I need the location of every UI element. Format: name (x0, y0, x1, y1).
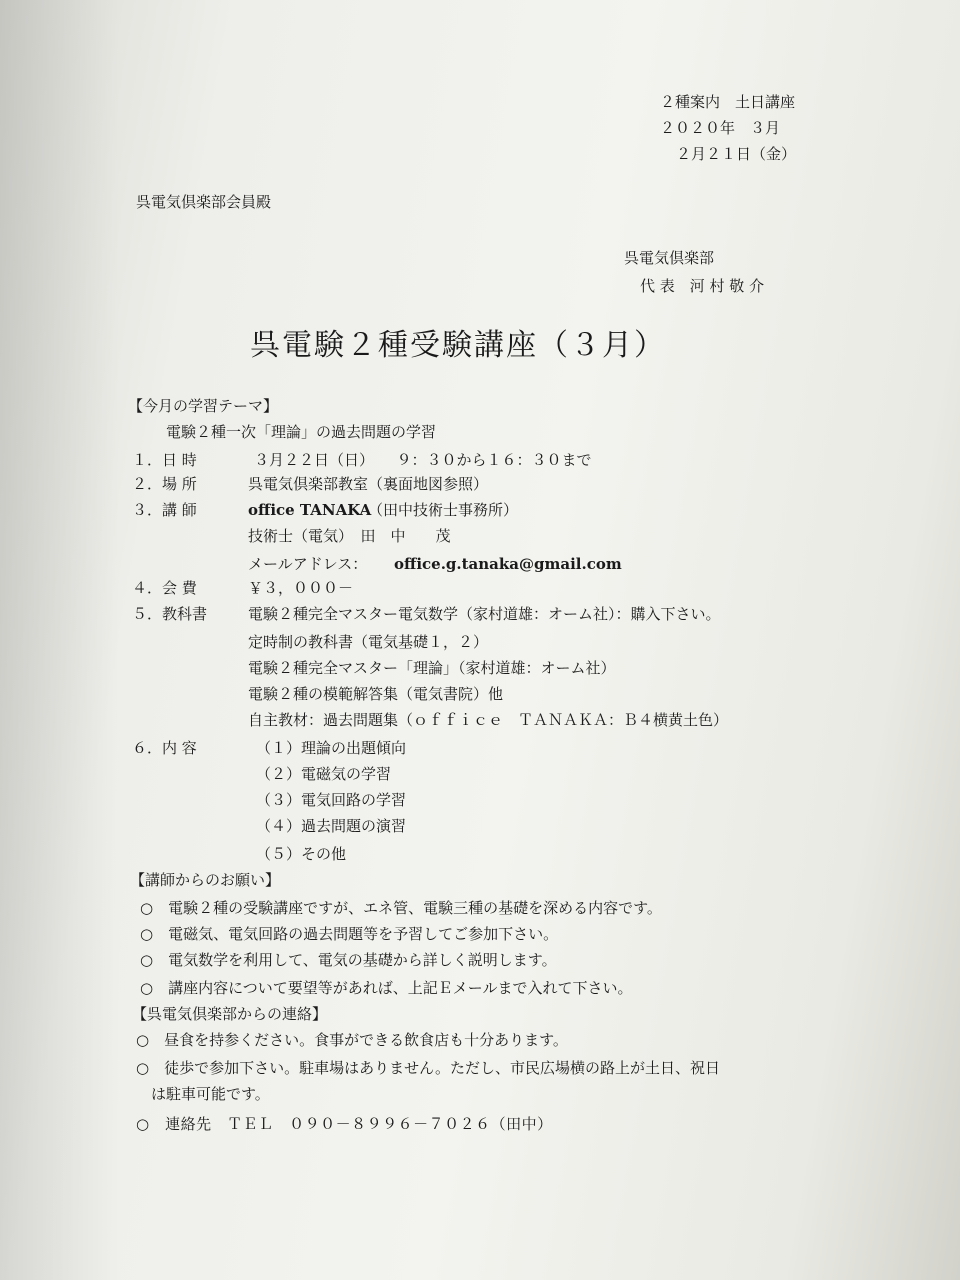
lecturer-title: 技術士（電気） 田 中 茂 (248, 527, 451, 545)
date-value: ３月２２日（日） ９：３０から１６：３０まで (254, 451, 592, 469)
club-contact: ○ 連絡先 ＴＥＬ ０９０－８９９６－７０２６（田中） (136, 1115, 553, 1133)
header-month: ２０２０年 ３月 (660, 119, 781, 137)
books-label: ５．教科書 (132, 605, 208, 623)
book-item: 定時制の教科書（電気基礎１，２） (248, 633, 489, 651)
lecturer-office: office TANAKA (248, 501, 372, 519)
fee-value: ￥３，０００－ (248, 579, 354, 597)
content-item: （２）電磁気の学習 (256, 765, 392, 783)
club-item: は駐車可能です。 (136, 1085, 270, 1103)
content-item: （４）過去問題の演習 (256, 817, 407, 835)
request-heading: 【講師からのお願い】 (130, 871, 281, 889)
request-item: ○ 講座内容について要望等があれば、上記Ｅメールまで入れて下さい。 (140, 979, 633, 997)
request-item: ○ 電気数学を利用して、電気の基礎から詳しく説明します。 (140, 951, 557, 969)
header-category: ２種案内 土日講座 (660, 93, 796, 111)
place-label: ２．場 所 (132, 475, 197, 493)
theme-heading: 【今月の学習テーマ】 (128, 397, 279, 415)
book-item: 電験２種完全マスター電気数学（家村道雄：オーム社）：購入下さい。 (248, 605, 721, 623)
lecturer-mail[interactable]: office.g.tanaka@gmail.com (394, 555, 622, 573)
content-item: （３）電気回路の学習 (256, 791, 407, 809)
club-item: ○ 昼食を持参ください。食事ができる飲食店も十分あります。 (136, 1031, 568, 1049)
date-label: １．日 時 (132, 451, 197, 469)
content-item: （５）その他 (256, 845, 347, 863)
lecturer-office-note: （田中技術士事務所） (368, 501, 519, 519)
header-date: ２月２１日（金） (676, 145, 797, 163)
addressee: 呉電気倶楽部会員殿 (136, 193, 272, 211)
sender-org: 呉電気倶楽部 (624, 249, 715, 267)
page-shadow (0, 0, 120, 1280)
lecturer-label: ３．講 師 (132, 501, 197, 519)
request-item: ○ 電磁気、電気回路の過去問題等を予習してご参加下さい。 (140, 925, 559, 943)
fee-label: ４．会 費 (132, 579, 197, 597)
request-item: ○ 電験２種の受験講座ですが、エネ管、電験三種の基礎を深める内容です。 (140, 899, 662, 917)
content-item: （１）理論の出題傾向 (256, 739, 407, 757)
book-item: 電験２種の模範解答集（電気書院）他 (248, 685, 504, 703)
book-item: 自主教材：過去問題集（ｏｆｆｉｃｅ ＴＡＮＡＫＡ：Ｂ４横黄土色） (248, 711, 729, 729)
content-label: ６．内 容 (132, 739, 197, 757)
club-item: ○ 徒歩で参加下さい。駐車場はありません。ただし、市民広場横の路上が土日、祝日 (136, 1059, 720, 1077)
theme-text: 電験２種一次「理論」の過去問題の学習 (166, 423, 437, 441)
lecturer-mail-label: メールアドレス： (248, 555, 368, 573)
document-title: 呉電験２種受験講座（３月） (250, 328, 666, 363)
club-heading: 【呉電気倶楽部からの連絡】 (132, 1005, 328, 1023)
place-value: 呉電気倶楽部教室（裏面地図参照） (248, 475, 489, 493)
book-item: 電験２種完全マスター「理論」（家村道雄：オーム社） (248, 659, 616, 677)
sender-rep: 代 表 河 村 敬 介 (640, 277, 765, 295)
